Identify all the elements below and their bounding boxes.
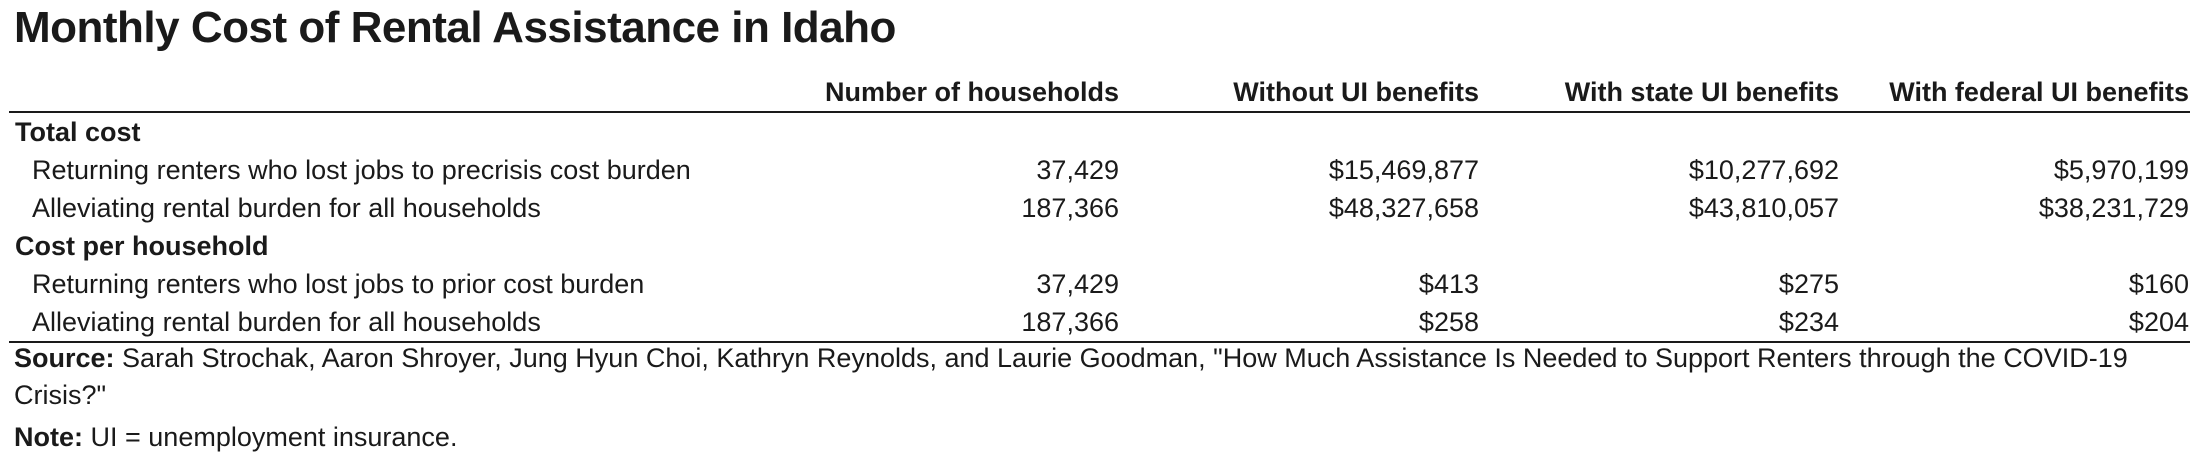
column-header-label xyxy=(9,73,824,112)
section-row xyxy=(9,227,2190,265)
section-heading-cost-per-household: Cost per household xyxy=(15,230,269,261)
without-ui-cell: $48,327,658 xyxy=(1328,192,1479,223)
state-ui-cell: $10,277,692 xyxy=(1688,154,1839,185)
row-label: Returning renters who lost jobs to prior cost burden xyxy=(32,268,645,299)
households-cell: 187,366 xyxy=(824,303,1120,342)
without-ui-cell: $413 xyxy=(1418,268,1479,299)
note-line xyxy=(14,419,2174,456)
note-text: UI = unemployment insurance. xyxy=(90,422,458,452)
state-ui-cell: $43,810,057 xyxy=(1688,192,1839,223)
table-row xyxy=(9,151,2190,189)
households-cell: 187,366 xyxy=(1021,192,1119,223)
without-ui-cell: $258 xyxy=(1120,303,1480,342)
row-label: Alleviating rental burden for all households xyxy=(32,192,541,223)
households-cell: 37,429 xyxy=(1036,154,1119,185)
column-header-state-ui: With state UI benefits xyxy=(1480,73,1840,112)
source-text: Sarah Strochak, Aaron Shroyer, Jung Hyun Choi, Kathryn Reynolds, and Laurie Goodman, "How Much Assistance Is Needed to Support Renters through the COVID-19 Crisis?" xyxy=(14,343,2128,410)
table-row xyxy=(9,303,2190,342)
note-label: Note: xyxy=(14,422,83,452)
federal-ui-cell: $5,970,199 xyxy=(2053,154,2189,185)
without-ui-cell: $15,469,877 xyxy=(1328,154,1479,185)
column-header-federal-ui: With federal UI benefits xyxy=(1840,73,2190,112)
state-ui-cell: $275 xyxy=(1778,268,1839,299)
section-row xyxy=(9,112,2190,151)
federal-ui-cell: $160 xyxy=(2128,268,2189,299)
row-label: Returning renters who lost jobs to precrisis cost burden xyxy=(32,154,691,185)
column-header-without-ui: Without UI benefits xyxy=(1120,73,1480,112)
source-label: Source: xyxy=(14,343,115,373)
federal-ui-cell: $204 xyxy=(1840,303,2190,342)
table-row xyxy=(9,189,2190,227)
row-label: Alleviating rental burden for all households xyxy=(9,303,824,342)
page-title: Monthly Cost of Rental Assistance in Idaho xyxy=(14,3,896,52)
cost-table xyxy=(9,73,2190,343)
source-line xyxy=(14,340,2174,414)
households-cell: 37,429 xyxy=(1036,268,1119,299)
header-row xyxy=(9,73,2190,112)
federal-ui-cell: $38,231,729 xyxy=(2038,192,2189,223)
footer xyxy=(14,340,2174,456)
table-row xyxy=(9,265,2190,303)
section-heading-total-cost: Total cost xyxy=(15,116,141,147)
column-header-households: Number of households xyxy=(824,73,1120,112)
state-ui-cell: $234 xyxy=(1480,303,1840,342)
